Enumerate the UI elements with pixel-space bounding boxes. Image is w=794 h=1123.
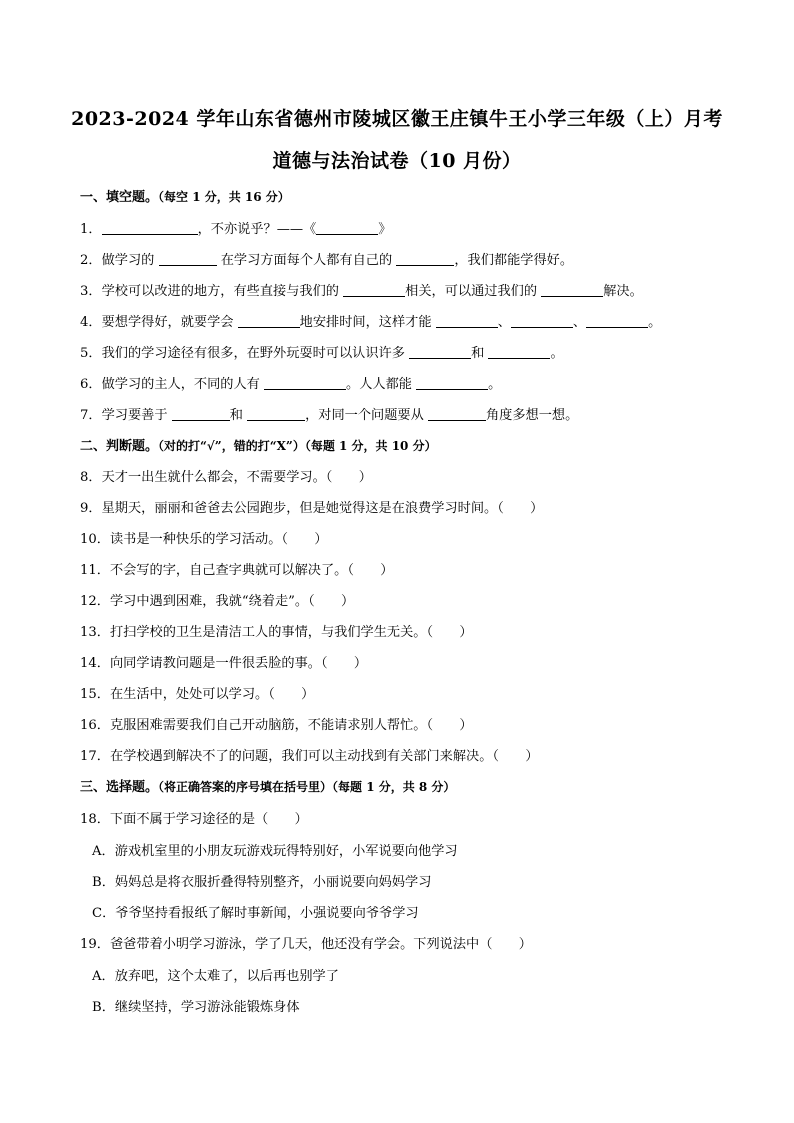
question-number: 9． [80, 501, 102, 516]
question-text: 》 [378, 222, 392, 237]
option-a[interactable]: A．放弃吧，这个太难了，以后再也别学了 [92, 969, 339, 984]
question-text: 。 [648, 315, 662, 330]
question-number: 17． [80, 749, 110, 764]
question-text: 在学习方面每个人都有自己的 [216, 253, 397, 268]
answer-blank[interactable] [159, 252, 217, 266]
exam-title-line2: 道德与法治试卷（10 月份） [272, 150, 522, 172]
answer-blank[interactable] [102, 221, 198, 235]
question-19 [80, 933, 532, 952]
question-text: 读书是一种快乐的学习活动。（ ） [109, 532, 328, 547]
answer-blank[interactable] [247, 407, 305, 421]
section-note: （每空 1 分，共 16 分） [158, 190, 290, 204]
section-label: 三、选择题。 [80, 780, 159, 795]
question-4 [80, 311, 661, 330]
answer-blank[interactable] [511, 314, 573, 328]
answer-blank[interactable] [409, 345, 471, 359]
question-text: 、 [497, 315, 511, 330]
question-text: 做学习的主人，不同的人有 [101, 377, 265, 392]
question-15 [80, 683, 314, 702]
question-text: 和 [229, 408, 248, 423]
answer-blank[interactable] [416, 376, 488, 390]
answer-blank[interactable] [238, 314, 300, 328]
option-b[interactable]: B．继续坚持，学习游泳能锻炼身体 [92, 1000, 300, 1015]
question-text: ，对同一个问题要从 [305, 408, 428, 423]
question-number: 11． [80, 563, 110, 578]
question-text: 学校可以改进的地方，有些直接与我们的 [101, 284, 344, 299]
question-number: 13． [80, 625, 110, 640]
question-text: 打扫学校的卫生是清洁工人的事情，与我们学生无关。（ ） [109, 625, 473, 640]
question-text: 要想学得好，就要学会 [101, 315, 238, 330]
question-text: 在生活中，处处可以学习。（ ） [109, 687, 315, 702]
section-note: （对的打“√”，错的打“X”）（每题 1 分，共 10 分） [158, 439, 437, 453]
question-number: 12． [80, 594, 110, 609]
question-text: 在学校遇到解决不了的问题，我们可以主动找到有关部门来解决。（ ） [109, 749, 539, 764]
question-9 [80, 497, 543, 516]
question-text: 我们的学习途径有很多，在野外玩耍时可以认识许多 [101, 346, 410, 361]
question-number: 10． [80, 532, 110, 547]
question-13 [80, 621, 473, 640]
question-number: 19． [80, 937, 110, 952]
question-12 [80, 590, 354, 609]
question-text: ，我们都能学得好。 [454, 253, 574, 268]
section-header-judge [80, 435, 437, 454]
question-number: 18． [80, 812, 110, 827]
question-text: 做学习的 [101, 253, 159, 268]
section-header-fill [80, 186, 290, 205]
question-text: 相关，可以通过我们的 [405, 284, 542, 299]
option-c[interactable]: C．爷爷坚持看报纸了解时事新闻，小强说要向爷爷学习 [92, 906, 419, 921]
question-7 [80, 404, 578, 423]
question-number: 14． [80, 656, 110, 671]
question-text: 学习要善于 [101, 408, 172, 423]
section-note: （将正确答案的序号填在括号里）（每题 1 分，共 8 分） [158, 780, 456, 794]
question-text: 天才一出生就什么都会，不需要学习。（ ） [101, 470, 372, 485]
question-number: 6． [80, 377, 102, 392]
answer-blank[interactable] [264, 376, 346, 390]
question-number: 3． [80, 284, 102, 299]
question-text: 地安排时间，这样才能 [299, 315, 436, 330]
question-6 [80, 373, 501, 392]
question-3 [80, 280, 643, 299]
question-text: 。 [550, 346, 564, 361]
question-text: 克服困难需要我们自己开动脑筋，不能请求别人帮忙。（ ） [109, 718, 473, 733]
question-2 [80, 249, 573, 268]
question-text: 向同学请教问题是一件很丢脸的事。（ ） [109, 656, 368, 671]
question-number: 15． [80, 687, 110, 702]
option-a[interactable]: A．游戏机室里的小朋友玩游戏玩得特别好，小军说要向他学习 [92, 844, 458, 859]
question-text: 解决。 [603, 284, 643, 299]
question-text: 学习中遇到困难，我就“绕着走”。（ ） [109, 594, 355, 609]
question-10 [80, 528, 328, 547]
exam-title-line1: 2023-2024 学年山东省德州市陵城区徽王庄镇牛王小学三年级（上）月考 [71, 108, 723, 130]
question-number: 5． [80, 346, 102, 361]
question-8 [80, 466, 372, 485]
answer-blank[interactable] [586, 314, 648, 328]
answer-blank[interactable] [316, 221, 378, 235]
question-text: 和 [471, 346, 489, 361]
section-header-choice [80, 776, 455, 795]
answer-blank[interactable] [488, 345, 550, 359]
question-number: 16． [80, 718, 110, 733]
question-text: 。 [488, 377, 502, 392]
question-text: 角度多想一想。 [486, 408, 579, 423]
question-text: 爸爸带着小明学习游泳，学了几天，他还没有学会。下列说法中（ ） [109, 937, 532, 952]
question-text: 星期天，丽丽和爸爸去公园跑步，但是她觉得这是在浪费学习时间。（ ） [101, 501, 544, 516]
section-label: 二、判断题。 [80, 439, 159, 454]
answer-blank[interactable] [172, 407, 230, 421]
answer-blank[interactable] [428, 407, 486, 421]
question-5 [80, 342, 564, 361]
question-18 [80, 808, 308, 827]
question-text: 、 [572, 315, 587, 330]
answer-blank[interactable] [343, 283, 405, 297]
answer-blank[interactable] [541, 283, 603, 297]
answer-blank[interactable] [396, 252, 454, 266]
question-text: 。人人都能 [346, 377, 417, 392]
question-number: 2． [80, 253, 102, 268]
question-text: ，不亦说乎？——《 [197, 222, 317, 237]
question-16 [80, 714, 473, 733]
question-1 [80, 218, 391, 237]
question-14 [80, 652, 367, 671]
answer-blank[interactable] [436, 314, 498, 328]
question-number: 1． [80, 222, 102, 237]
question-text: 下面不属于学习途径的是（ ） [109, 812, 308, 827]
question-17 [80, 745, 539, 764]
question-11 [80, 559, 394, 578]
question-number: 8． [80, 470, 102, 485]
question-number: 7． [80, 408, 102, 423]
section-label: 一、填空题。 [80, 190, 159, 205]
option-b[interactable]: B．妈妈总是将衣服折叠得特别整齐，小丽说要向妈妈学习 [92, 875, 432, 890]
question-text: 不会写的字，自己查字典就可以解决了。（ ） [109, 563, 394, 578]
question-number: 4． [80, 315, 102, 330]
